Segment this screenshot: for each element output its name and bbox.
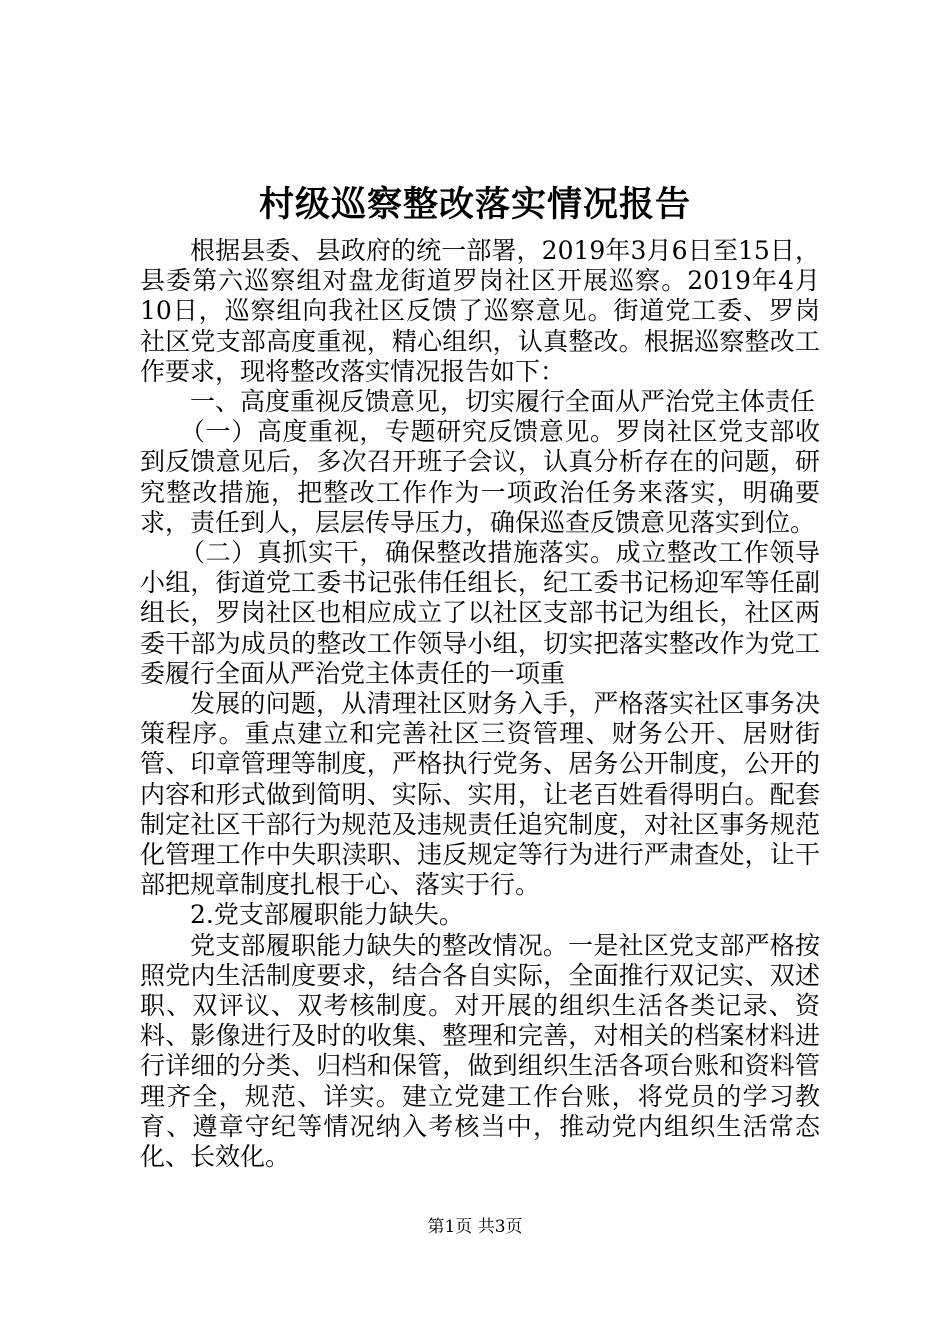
subsection-heading-2: 2.党支部履职能力缺失。 <box>190 900 464 930</box>
page-indicator: 第1页 共3页 <box>427 1217 523 1237</box>
paragraph-item-2: （二）真抓实干，确保整改措施落实。成立整改工作领导小组，街道党工委书记张伟任组长，纪工委书记杨迎军等任副组长，罗岗社区也相应成立了以社区支部书记为组长，社区两委干部为成员的整改工作领导小组，切实把落实整改作为党工委履行全面从严治党主体责任的一项重 <box>140 538 820 688</box>
section-heading-1: 一、高度重视反馈意见，切实履行全面从严治党主体责任 <box>190 387 816 417</box>
paragraph-intro: 根据县委、县政府的统一部署，2019年3月6日至15日，县委第六巡察组对盘龙街道罗岗社区开展巡察。2019年4月10日，巡察组向我社区反馈了巡察意见。街道党工委、罗岗社区党支部高度重视，精心组织，认真整改。根据巡察整改工作要求，现将整改落实情况报告如下： <box>140 236 820 386</box>
paragraph-item-1: （一）高度重视，专题研究反馈意见。罗岗社区党支部收到反馈意见后，多次召开班子会议，认真分析存在的问题，研究整改措施，把整改工作作为一项政治任务来落实，明确要求，责任到人，层层传导压力，确保巡查反馈意见落实到位。 <box>140 417 820 537</box>
document-body <box>140 236 820 1172</box>
document-title: 村级巡察整改落实情况报告 <box>258 184 691 225</box>
paragraph-development: 发展的问题，从清理社区财务入手，严格落实社区事务决策程序。重点建立和完善社区三资管理、财务公开、居财街管、印章管理等制度，严格执行党务、居务公开制度，公开的内容和形式做到简明、实际、实用，让老百姓看得明白。配套制定社区干部行为规范及违规责任追究制度，对社区事务规范化管理工作中失职渎职、违反规定等行为进行严肃查处，让干部把规章制度扎根于心、落实于行。 <box>140 689 820 900</box>
paragraph-party-branch: 党支部履职能力缺失的整改情况。一是社区党支部严格按照党内生活制度要求，结合各自实际，全面推行双记实、双述职、双评议、双考核制度。对开展的组织生活各类记录、资料、影像进行及时的收集、整理和完善，对相关的档案材料进行详细的分类、归档和保管，做到组织生活各项台账和资料管理齐全，规范、详实。建立党建工作台账，将党员的学习教育、遵章守纪等情况纳入考核当中，推动党内组织生活常态化、长效化。 <box>140 930 820 1172</box>
